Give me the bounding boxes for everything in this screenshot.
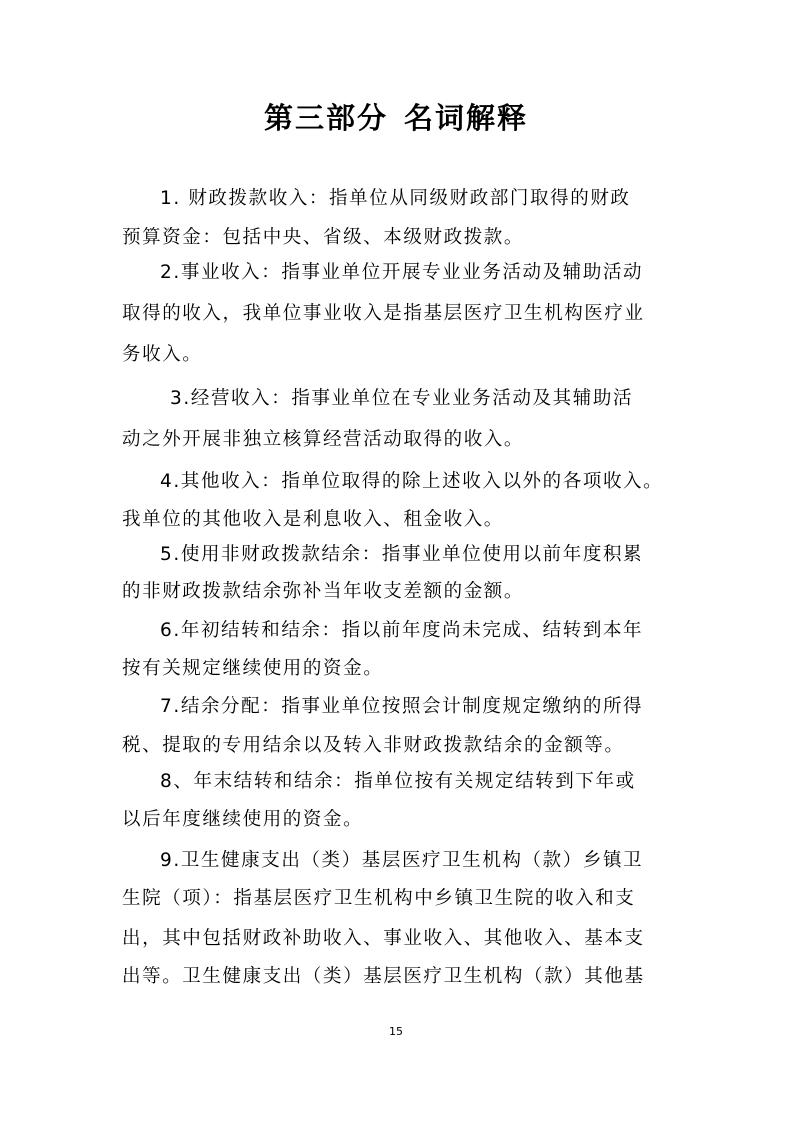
paragraph-7-line-2: 税、提取的专用结余以及转入非财政拨款结余的金额等。: [122, 735, 625, 756]
title-part-1: 第三部分: [263, 101, 388, 135]
paragraph-8-line-2: 以后年度继续使用的资金。: [122, 809, 364, 830]
paragraph-6-line-2: 按有关规定继续使用的资金。: [122, 658, 384, 679]
page-number: 15: [389, 1025, 403, 1038]
paragraph-9-line-4: 出等。卫生健康支出（类）基层医疗卫生机构（款）其他基: [122, 966, 645, 987]
paragraph-5-line-1: 5.使用非财政拨款结余：指事业单位使用以前年度积累: [160, 544, 644, 565]
paragraph-9-line-1: 9.卫生健康支出（类）基层医疗卫生机构（款）乡镇卫: [160, 850, 644, 871]
paragraph-8-line-1: 8、年末结转和结余：指单位按有关规定结转到下年或: [160, 771, 636, 792]
paragraph-3-line-2: 动之外开展非独立核算经营活动取得的收入。: [122, 429, 525, 450]
paragraph-2-line-2: 取得的收入，我单位事业收入是指基层医疗卫生机构医疗业: [122, 303, 645, 324]
paragraph-4-line-1: 4.其他收入：指单位取得的除上述收入以外的各项收入。: [160, 471, 664, 492]
paragraph-3-line-1: 3.经营收入：指事业单位在专业业务活动及其辅助活: [170, 388, 634, 409]
paragraph-6-line-1: 6.年初结转和结余：指以前年度尚未完成、结转到本年: [160, 620, 644, 641]
paragraph-1-line-2: 预算资金：包括中央、省级、本级财政拨款。: [122, 227, 525, 248]
paragraph-4-line-2: 我单位的其他收入是利息收入、租金收入。: [122, 509, 504, 530]
paragraph-5-line-2: 的非财政拨款结余弥补当年收支差额的金额。: [122, 581, 525, 602]
paragraph-1-line-1: 1. 财政拨款收入：指单位从同级财政部门取得的财政: [160, 188, 631, 209]
title-part-2: 名词解释: [404, 101, 529, 135]
paragraph-2-line-3: 务收入。: [122, 344, 203, 365]
paragraph-9-line-3: 出，其中包括财政补助收入、事业收入、其他收入、基本支: [122, 928, 645, 949]
page-title: [0, 96, 792, 140]
paragraph-7-line-1: 7.结余分配：指事业单位按照会计制度规定缴纳的所得: [160, 696, 644, 717]
paragraph-2-line-1: 2.事业收入：指事业单位开展专业业务活动及辅助活动: [160, 262, 644, 283]
paragraph-9-line-2: 生院（项）：指基层医疗卫生机构中乡镇卫生院的收入和支: [122, 888, 636, 909]
